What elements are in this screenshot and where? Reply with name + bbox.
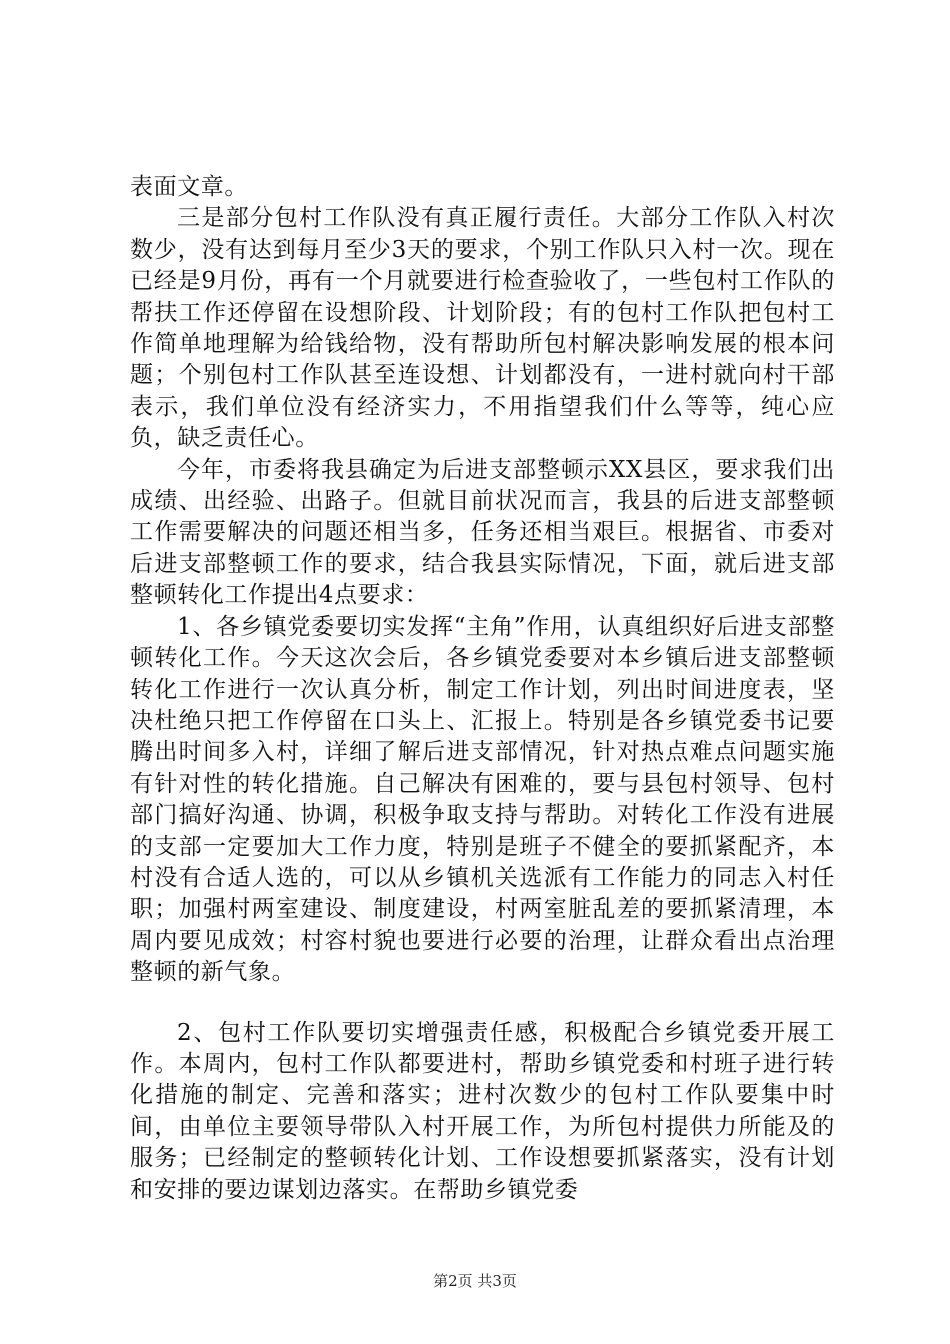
page-number-footer: 第2页 共3页	[433, 1272, 517, 1290]
paragraph-spacer	[130, 989, 835, 1018]
paragraph-requirement-2: 2、包村工作队要切实增强责任感，积极配合乡镇党委开展工作。本周内，包村工作队都要进村，帮助乡镇党委和村班子进行转化措施的制定、完善和落实；进村次数少的包村工作队要集中时间，由单位主要领导带队入村开展工作，为所包村提供力所能及的服务；已经制定的整顿转化计划、工作设想要抓紧落实，没有计划和安排的要边谋划边落实。在帮助乡镇党委	[130, 1019, 835, 1203]
document-body	[130, 172, 835, 1206]
paragraph-requirement-1: 1、各乡镇党委要切实发挥“主角”作用，认真组织好后进支部整顿转化工作。今天这次会后，各乡镇党委要对本乡镇后进支部整顿转化工作进行一次认真分析，制定工作计划，列出时间进度表，坚决杜绝只把工作停留在口头上、汇报上。特别是各乡镇党委书记要腾出时间多入村，详细了解后进支部情况，针对热点难点问题实施有针对性的转化措施。自己解决有困难的，要与县包村领导、包村部门搞好沟通、协调，积极争取支持与帮助。对转化工作没有进展的支部一定要加大工作力度，特别是班子不健全的要抓紧配齐，本村没有合适人选的，可以从乡镇机关选派有工作能力的同志入村任职；加强村两室建设、制度建设，村两室脏乱差的要抓紧清理，本周内要见成效；村容村貌也要进行必要的治理，让群众看出点治理整顿的新气象。	[130, 613, 835, 986]
paragraph-continuation: 表面文章。	[130, 174, 248, 200]
paragraph-point-three: 三是部分包村工作队没有真正履行责任。大部分工作队入村次数少，没有达到每月至少3天的要求，个别工作队只入村一次。现在已经是9月份，再有一个月就要进行检查验收了，一些包村工作队的帮扶工作还停留在设想阶段、计划阶段；有的包村工作队把包村工作简单地理解为给钱给物，没有帮助所包村解决影响发展的根本问题；个别包村工作队甚至连设想、计划都没有，一进村就向村干部表示，我们单位没有经济实力，不用指望我们什么等等，纯心应负，缺乏责任心。	[130, 205, 835, 452]
paragraph-this-year: 今年，市委将我县确定为后进支部整顿示XX县区，要求我们出成绩、出经验、出路子。但就目前状况而言，我县的后进支部整顿工作需要解决的问题还相当多，任务还相当艰巨。根据省、市委对后进支部整顿工作的要求，结合我县实际情况，下面，就后进支部整顿转化工作提出4点要求：	[130, 456, 835, 609]
